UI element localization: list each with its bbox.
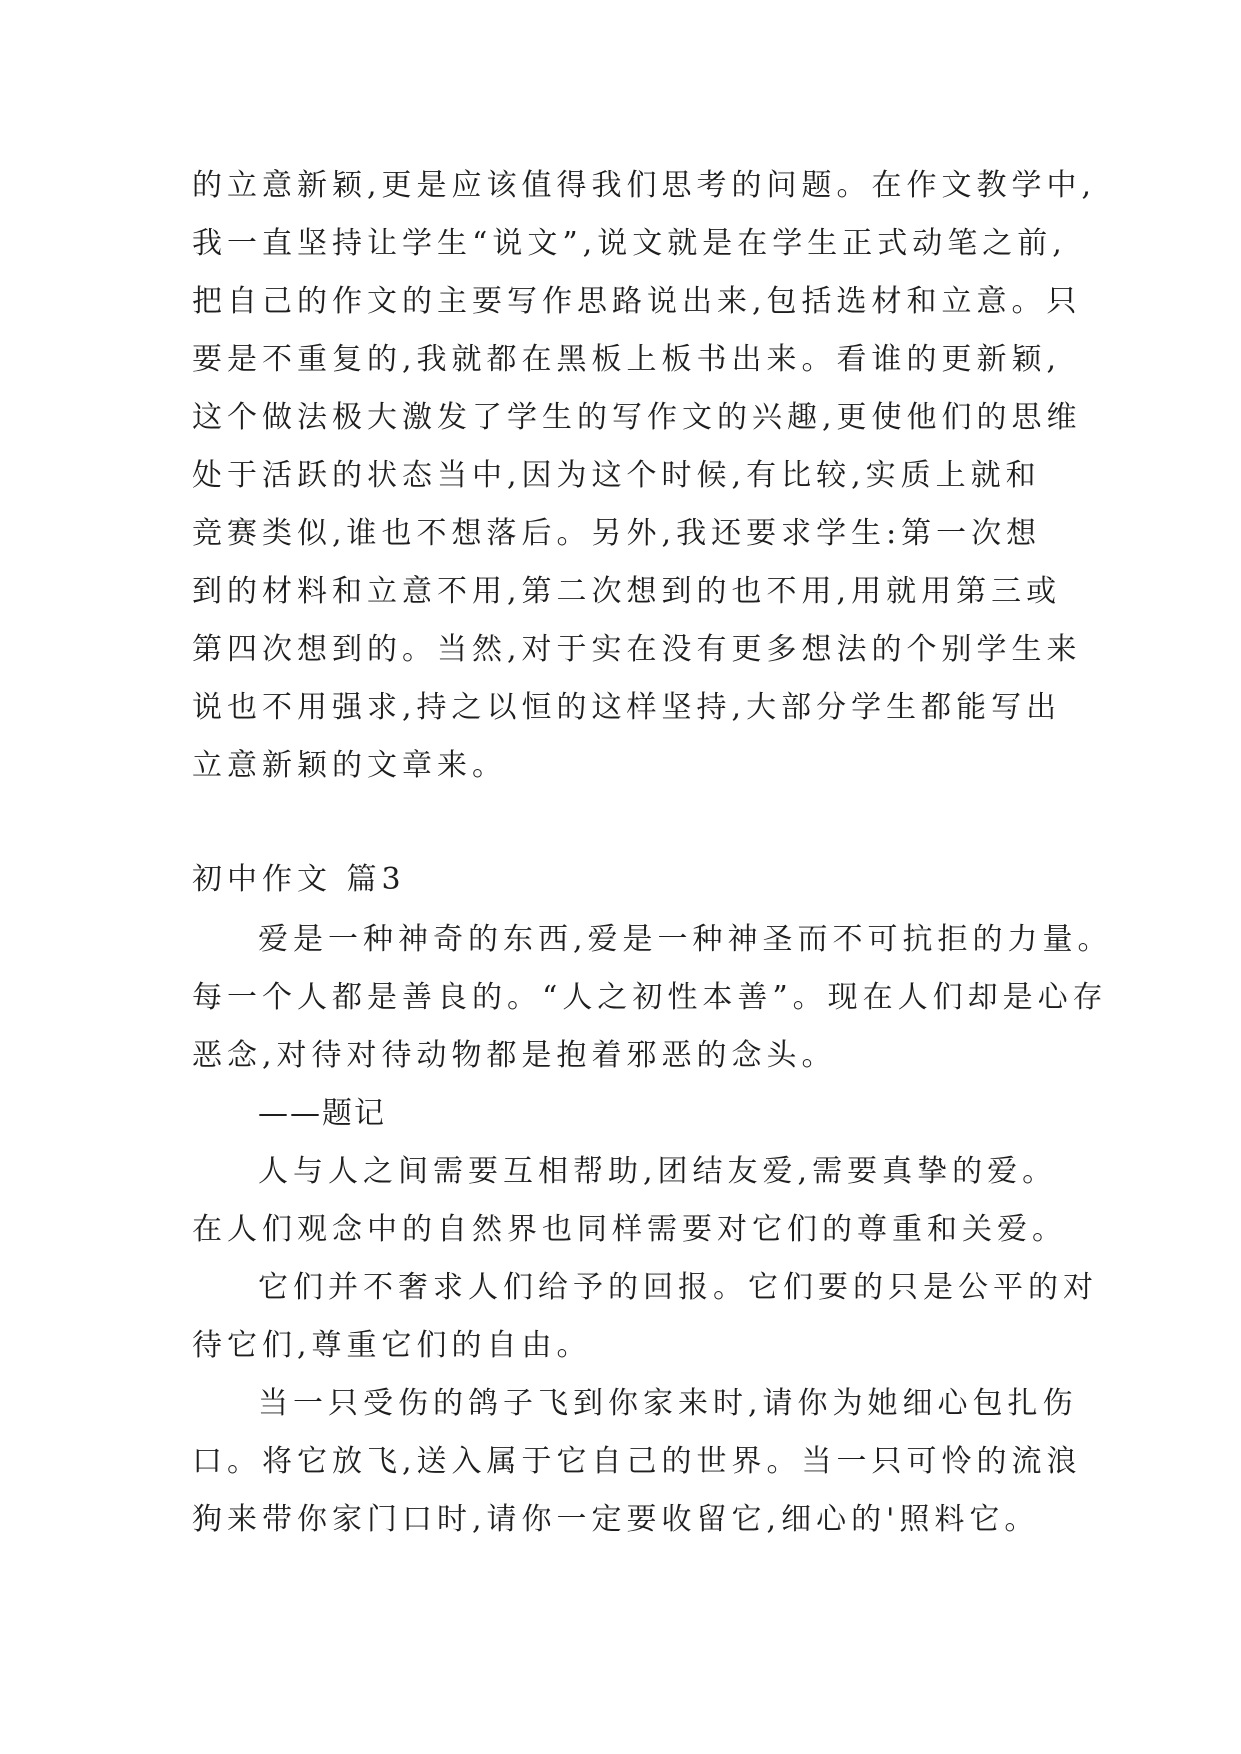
- body-line: 狗来带你家门口时,请你一定要收留它,细心的'照料它。: [192, 1502, 1040, 1537]
- body-line: 口。将它放飞,送入属于它自己的世界。当一只可怜的流浪: [192, 1444, 1082, 1479]
- body-line: 竞赛类似,谁也不想落后。另外,我还要求学生:第一次想: [192, 516, 1042, 551]
- body-line: 处于活跃的状态当中,因为这个时候,有比较,实质上就和: [192, 458, 1041, 493]
- body-line: 这个做法极大激发了学生的写作文的兴趣,更使他们的思维: [192, 400, 1082, 435]
- body-line: 它们并不奢求人们给予的回报。它们要的只是公平的对: [258, 1270, 1098, 1305]
- body-line: 到的材料和立意不用,第二次想到的也不用,用就用第三或: [192, 574, 1062, 609]
- body-line: 当一只受伤的鸽子飞到你家来时,请你为她细心包扎伤: [258, 1386, 1078, 1421]
- body-line: 说也不用强求,持之以恒的这样坚持,大部分学生都能写出: [192, 690, 1062, 725]
- body-line: 把自己的作文的主要写作思路说出来,包括选材和立意。只: [192, 284, 1082, 319]
- inscription-line: ——题记: [258, 1096, 386, 1131]
- body-line: 要是不重复的,我就都在黑板上板书出来。看谁的更新颖,: [192, 342, 1062, 377]
- body-line: 待它们,尊重它们的自由。: [192, 1328, 592, 1363]
- body-line: 人与人之间需要互相帮助,团结友爱,需要真挚的爱。: [258, 1154, 1058, 1189]
- body-line: 在人们观念中的自然界也同样需要对它们的尊重和关爱。: [192, 1212, 1067, 1247]
- body-line: 爱是一种神奇的东西,爱是一种神圣而不可抗拒的力量。: [258, 922, 1113, 957]
- section-heading: 初中作文 篇3: [192, 862, 406, 897]
- body-line: 恶念,对待对待动物都是抱着邪恶的念头。: [192, 1038, 837, 1073]
- body-line: 的立意新颖,更是应该值得我们思考的问题。在作文教学中,: [192, 168, 1097, 203]
- body-line: 立意新颖的文章来。: [192, 748, 507, 783]
- body-line: 我一直坚持让学生“说文”,说文就是在学生正式动笔之前,: [192, 226, 1067, 261]
- body-line: 每一个人都是善良的。“人之初性本善”。现在人们却是心存: [192, 980, 1108, 1015]
- body-line: 第四次想到的。当然,对于实在没有更多想法的个别学生来: [192, 632, 1082, 667]
